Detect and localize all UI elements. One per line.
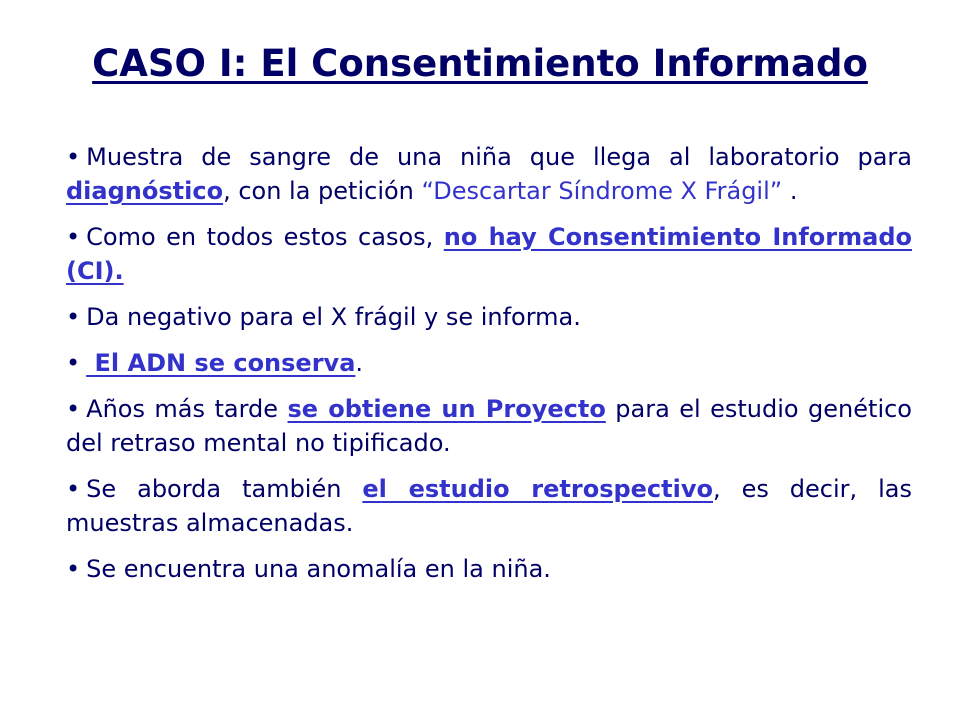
bullet-text-segment: El ADN se conserva [86,349,356,377]
bullet-text-segment: Muestra de sangre de una niña que llega al laboratorio para [86,143,912,171]
bullet-list [66,140,912,598]
bullet-text-segment: Como en todos estos casos, [86,223,444,251]
bullet-dot: • [66,475,81,503]
bullet-item [66,300,912,334]
bullet-item [66,392,912,460]
bullet-item [66,472,912,540]
bullet-text-segment: , es decir, las muestras almacenadas. [66,475,912,537]
bullet-text-segment: Años más tarde [86,395,288,423]
slide-title [0,42,960,85]
bullet-dot: • [66,555,81,583]
bullet-text-segment: , con la petición [223,177,422,205]
bullet-text-segment: para el estudio genético del retraso mental no tipificado. [66,395,912,457]
bullet-item [66,346,912,380]
bullet-text-segment: no hay Consentimiento Informado (CI). [66,223,912,285]
bullet-text-segment: diagnóstico [66,177,224,205]
bullet-dot: • [66,143,81,171]
bullet-dot: • [66,223,81,251]
bullet-dot: • [66,349,81,377]
bullet-text-segment: se obtiene un Proyecto [287,395,606,423]
bullet-text-segment: . [355,349,364,377]
bullet-text-segment: Da negativo para el X frágil y se informa. [86,303,581,331]
bullet-text-segment: Se aborda también [86,475,363,503]
bullet-item [66,552,912,586]
bullet-text-segment: “Descartar Síndrome X Frágil” [421,177,783,205]
bullet-dot: • [66,303,81,331]
bullet-item [66,140,912,208]
bullet-text-segment: . [782,177,798,205]
bullet-text-segment: Se encuentra una anomalía en la niña. [86,555,551,583]
slide-title-text: CASO I: El Consentimiento Informado [92,42,868,85]
bullet-item [66,220,912,288]
bullet-dot: • [66,395,81,423]
bullet-text-segment: el estudio retrospectivo [362,475,713,503]
